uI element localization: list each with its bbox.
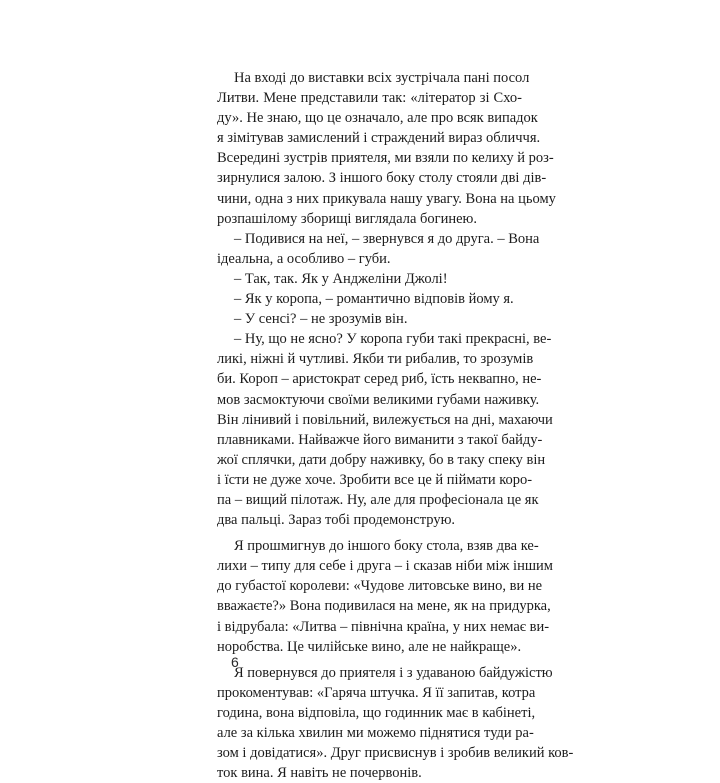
text-line: лихи – типу для себе і друга – і сказав ніби між іншим (217, 558, 553, 575)
text-line: Я повернувся до приятеля і з удаваною байдужістю (234, 664, 553, 681)
paragraph (217, 309, 522, 329)
paragraph (217, 329, 553, 530)
text-line: Він лінивий і повільний, вилежується на дні, махаючи (217, 411, 553, 428)
text-line: – Так, так. Як у Анджеліни Джолі! (234, 270, 448, 287)
paragraph (217, 536, 553, 657)
text-line: ликі, ніжні й чутливі. Якби ти рибалив, то зрозумів (217, 351, 534, 368)
text-line: би. Короп – аристократ серед риб, їсть неквапно, не- (217, 371, 542, 388)
text-line: і їсти не дуже хоче. Зробити все це й піймати коро- (217, 471, 533, 488)
text-line: ідеальна, а особливо – губи. (217, 250, 391, 267)
text-line: – Ну, що не ясно? У коропа губи такі прекрасні, ве- (234, 331, 552, 348)
text-line: Всередині зустрів приятеля, ми взяли по келиху й роз- (217, 150, 554, 167)
text-line: я зімітував замислений і страждений вираз обличчя. (217, 130, 541, 147)
text-line: норобства. Це чилійське вино, але не найкраще». (217, 638, 522, 655)
text-line: жої сплячки, дати добру наживку, бо в таку спеку він (217, 451, 546, 468)
paragraph (217, 229, 540, 269)
text-line: і відрубала: «Литва – північна країна, у них немає ви- (217, 618, 550, 635)
text-line: На вході до виставки всіх зустрічала пані посол (234, 70, 530, 86)
paragraph (217, 269, 522, 289)
text-line: плавниками. Найважче його виманити з такої байду- (217, 431, 543, 448)
page-number: 6 (231, 654, 239, 670)
text-line: але за кілька хвилин ми можемо піднятися туди ра- (217, 725, 534, 741)
text-line: – Подивися на неї, – звернувся я до друга. – Вона (234, 230, 540, 247)
text-line: – Як у коропа, – романтично відповів йому я. (234, 291, 514, 308)
text-line: па – вищий пілотаж. Ну, але для професіонала це як (217, 491, 539, 508)
text-line: ток вина. Я навіть не почервонів. (217, 765, 422, 782)
text-line: чини, одна з них прикувала нашу увагу. Вона на цьому (217, 190, 556, 207)
text-line: година, вона відповіла, що годинник має в кабінеті, (217, 704, 536, 721)
text-line: зирнулися залою. З іншого боку столу стояли дві дів- (217, 170, 547, 187)
body-text (217, 68, 574, 783)
text-line: розпашілому зборищі виглядала богинею. (217, 210, 478, 227)
paragraph (217, 68, 556, 229)
text-line: вважаєте?» Вона подивилася на мене, як на придурка, (217, 598, 551, 615)
paragraph (217, 289, 522, 309)
text-line: ду». Не знаю, що це означало, але про всяк випадок (217, 110, 538, 127)
text-line: два пальці. Зараз тобі продемонструю. (217, 512, 456, 529)
text-line: мов засмоктуючи своїми великими губами наживку. (217, 391, 540, 408)
text-line: прокоментував: «Гаряча штучка. Я її запитав, котра (217, 684, 536, 701)
text-line: – У сенсі? – не зрозумів він. (234, 311, 408, 328)
paragraph (217, 663, 574, 783)
text-line: Литви. Мене представили так: «літератор зі Схо- (217, 90, 522, 107)
text-line: до губастої королеви: «Чудове литовське вино, ви не (217, 578, 543, 595)
text-line: зом і довідатися». Друг присвиснув і зробив великий ков- (217, 745, 574, 762)
text-line: Я прошмигнув до іншого боку стола, взяв два ке- (234, 538, 539, 555)
